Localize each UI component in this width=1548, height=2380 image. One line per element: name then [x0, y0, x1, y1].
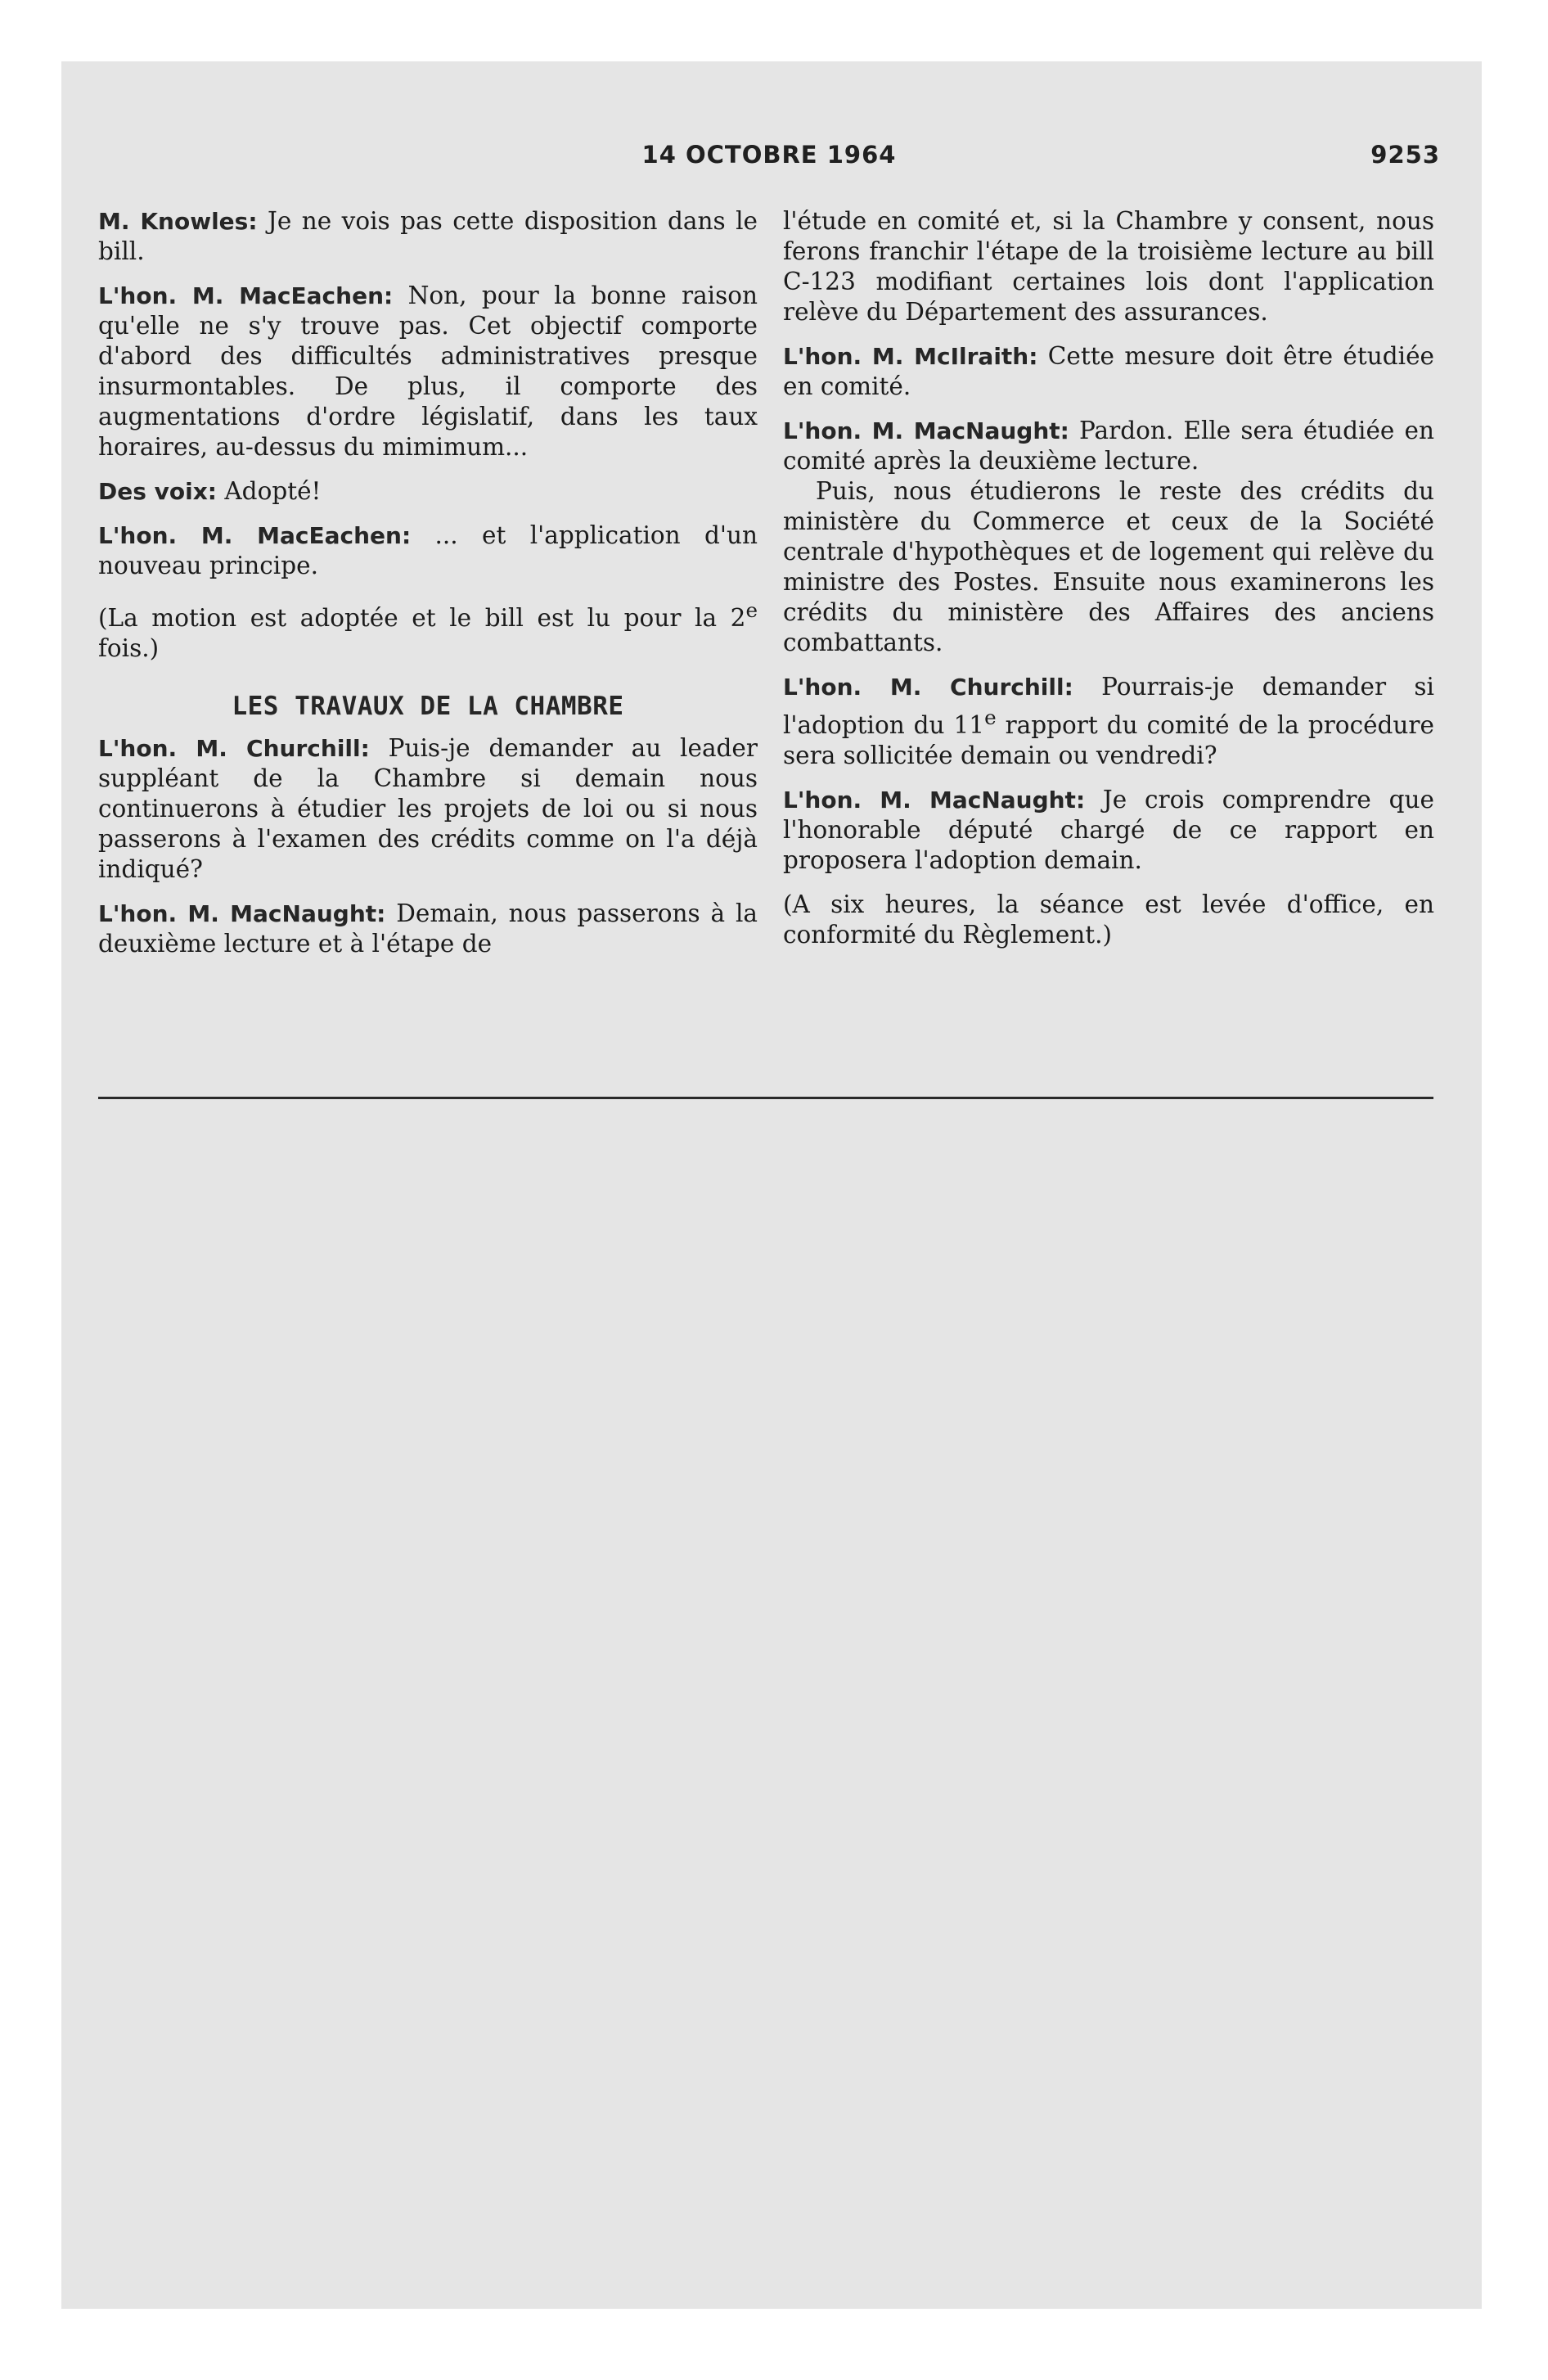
speech-text: Adopté! — [217, 477, 322, 505]
end-rule — [98, 1097, 1433, 1099]
paragraph — [783, 476, 1434, 658]
speaker-name: L'hon. M. McIlraith: — [783, 343, 1038, 370]
paragraph — [783, 416, 1434, 476]
superscript: e — [745, 598, 758, 622]
speech-text: Puis-je demander au leader suppléant de la Chambre si demain nous continuerons à étudier les projets de loi ou si nous passerons à l'examen des crédits comme on l'a déjà indiqué? — [98, 733, 758, 883]
speaker-name: M. Knowles: — [98, 208, 258, 235]
page-number: 9253 — [1370, 141, 1440, 169]
paragraph — [783, 341, 1434, 402]
speech-text: Cette mesure doit être étudiée en comité. — [783, 342, 1434, 400]
procedural-note — [98, 595, 758, 664]
paragraph — [783, 785, 1434, 876]
speaker-name: L'hon. M. MacNaught: — [98, 899, 386, 927]
speaker-name: L'hon. M. MacEachen: — [98, 282, 394, 309]
paragraph — [783, 206, 1434, 327]
paragraph — [98, 206, 758, 267]
superscript: e — [984, 705, 997, 729]
speaker-name: L'hon. M. Churchill: — [783, 674, 1073, 701]
paragraph — [98, 733, 758, 885]
paragraph — [98, 281, 758, 462]
speech-text: l'étude en comité et, si la Chambre y consent, nous ferons franchir l'étape de la troisième lecture au bill C-123 modifiant certaines lois dont l'application relève du Département des assurances. — [783, 207, 1434, 326]
paragraph — [783, 672, 1434, 771]
speech-text: Je crois comprendre que l'honorable député chargé de ce rapport en proposera l'adoption demain. — [783, 785, 1434, 874]
speech-text: Puis, nous étudierons le reste des crédits du ministère du Commerce et ceux de la Société centrale d'hypothèques et de logement qui relève du ministre des Postes. Ensuite nous examinerons les crédits du ministère des Affaires des anciens combattants. — [783, 477, 1434, 656]
paragraph — [98, 476, 758, 507]
speaker-name: L'hon. M. MacEachen: — [98, 522, 412, 549]
left-column — [98, 206, 758, 973]
right-column — [783, 206, 1434, 964]
page-header — [98, 141, 1440, 182]
speaker-name: Des voix: — [98, 478, 217, 505]
note-text: (A six heures, la séance est levée d'office, en conformité du Règlement.) — [783, 890, 1434, 949]
note-text: fois.) — [98, 633, 160, 662]
speaker-name: L'hon. M. Churchill: — [98, 734, 370, 762]
speech-text: rapport du comité de la procédure sera sollicitée demain ou vendredi? — [783, 710, 1434, 769]
speaker-name: L'hon. M. MacNaught: — [783, 417, 1069, 444]
speech-text: ... et l'application d'un nouveau principe. — [98, 521, 758, 579]
note-text: (La motion est adoptée et le bill est lu pour la 2 — [98, 603, 746, 632]
paragraph — [98, 521, 758, 581]
speaker-name: L'hon. M. MacNaught: — [783, 786, 1086, 814]
header-date: 14 OCTOBRE 1964 — [641, 141, 897, 169]
section-title: LES TRAVAUX DE LA CHAMBRE — [232, 691, 624, 721]
paragraph — [98, 899, 758, 959]
procedural-note — [783, 890, 1434, 950]
speech-text: Pourrais-je demander si l'adoption du 11 — [783, 673, 1434, 739]
speech-text: Pardon. Elle sera étudiée en comité après la deuxième lecture. — [783, 417, 1434, 475]
speech-text: Non, pour la bonne raison qu'elle ne s'y trouve pas. Cet objectif comporte d'abord des difficultés administratives presque insurmontables. De plus, il comporte des augmentations d'ordre législatif, dans les taux horaires, au-dessus du mimimum... — [98, 282, 758, 461]
speech-text: Demain, nous passerons à la deuxième lecture et à l'étape de — [98, 899, 758, 958]
speech-text: Je ne vois pas cette disposition dans le bill. — [98, 207, 758, 265]
